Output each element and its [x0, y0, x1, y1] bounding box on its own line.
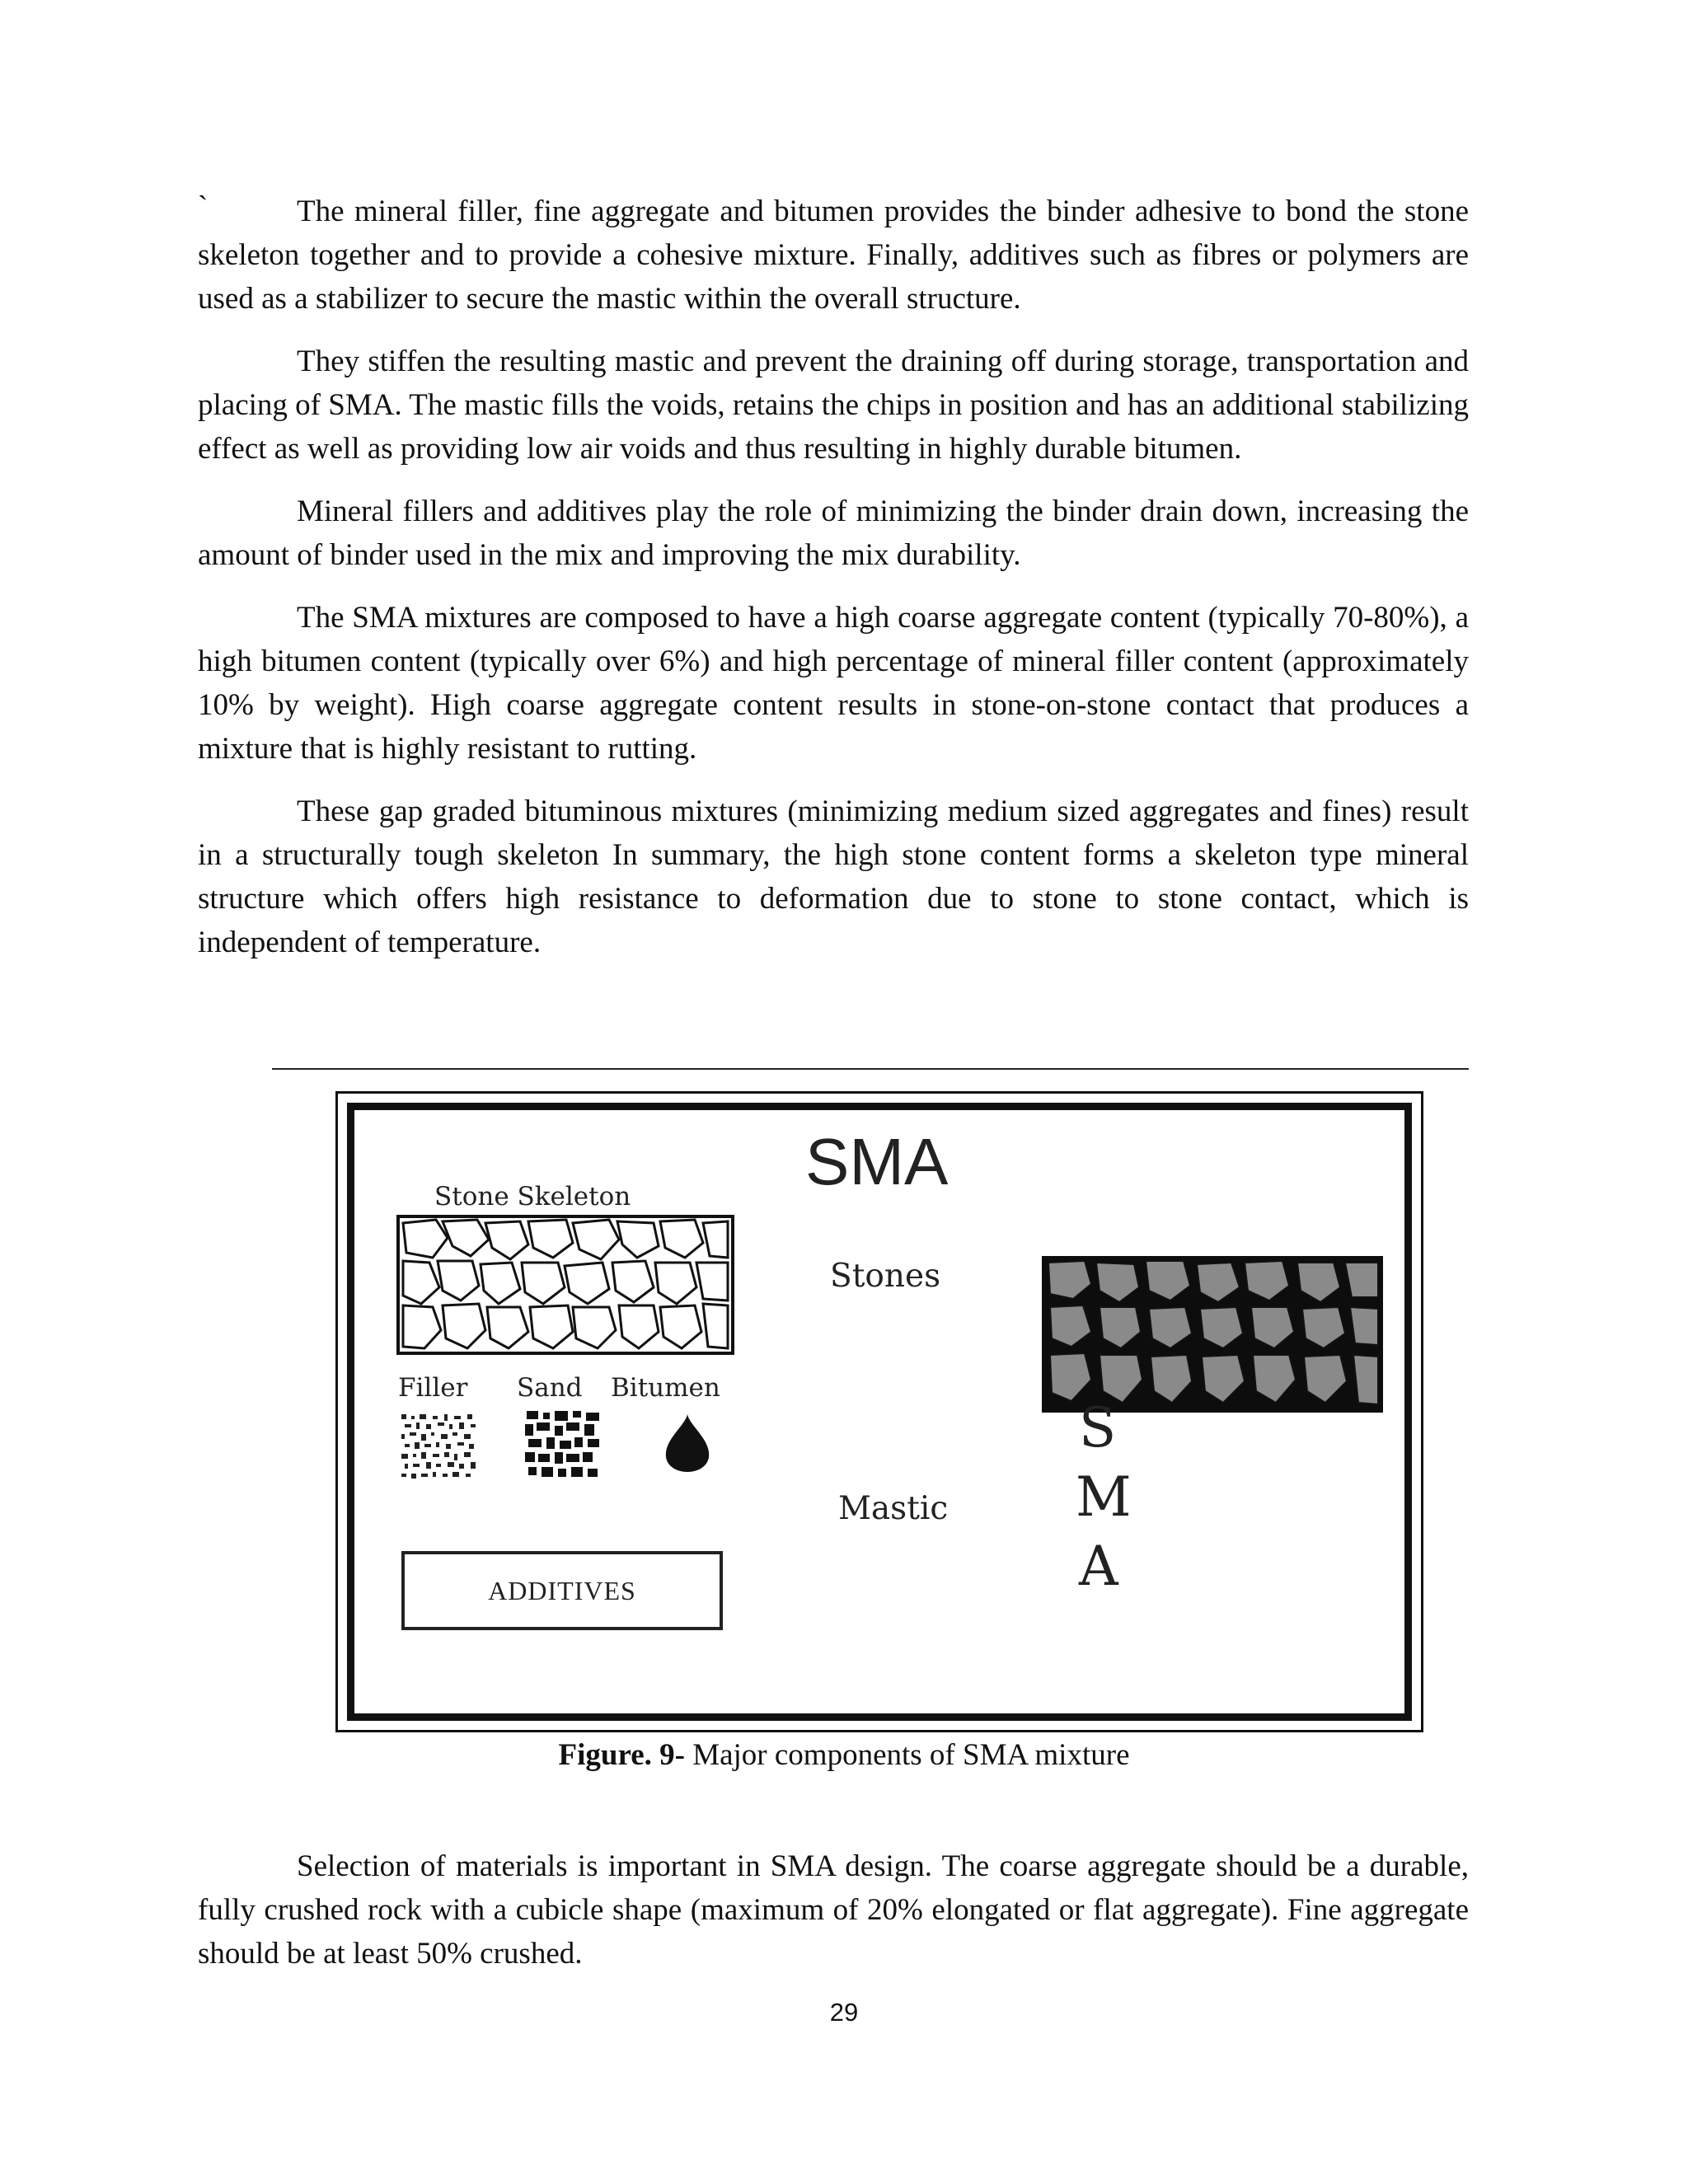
stones-label: Stones	[830, 1258, 941, 1295]
paragraph: The mineral filler, fine aggregate and bitumen provides the binder adhesive to bond the stone skeleton together and to provide a cohesive mixture. Finally, additives such as fibres or polymers are used as a stabilizer to secure the mastic within the overall structure.	[198, 194, 1469, 316]
sma-components-figure	[335, 1091, 1423, 1732]
body-text-top	[198, 190, 1469, 983]
horizontal-rule	[272, 1068, 1469, 1070]
filler-texture	[400, 1413, 479, 1480]
paragraph: They stiffen the resulting mastic and prevent the draining off during storage, transportation and placing of SMA. The mastic fills the voids, retains the chips in position and has an additional stabilizing effect as well as providing low air voids and thus resulting in highly durable bitumen.	[198, 344, 1469, 466]
bitumen-drop-icon	[661, 1413, 714, 1474]
additives-label: ADDITIVES	[488, 1575, 636, 1605]
figure-caption	[0, 1737, 1688, 1773]
mastic-label: Mastic	[838, 1490, 949, 1527]
figure-title: SMA	[805, 1125, 949, 1198]
paragraph: The SMA mixtures are composed to have a high coarse aggregate content (typically 70-80%), a high bitumen content (typically over 6%) and high percentage of mineral filler content (approximately 10% by weight). High coarse aggregate content results in stone-on-stone contact that produces a mixture that is highly resistant to rutting.	[198, 601, 1469, 766]
filler-label: Filler	[398, 1373, 468, 1403]
sma-letter-a: A	[1079, 1535, 1118, 1598]
paragraph: These gap graded bituminous mixtures (minimizing medium sized aggregates and fines) result in a structurally tough skeleton In summary, the high stone content forms a skeleton type mineral structure which offers high resistance to deformation due to stone to stone contact, which is independent of temperature.	[198, 794, 1469, 959]
stray-backtick: `	[198, 190, 209, 224]
caption-label: Figure. 9-	[558, 1738, 685, 1772]
sand-texture	[523, 1409, 603, 1480]
stone-skeleton-label: Stone Skeleton	[434, 1182, 631, 1212]
page-number: 29	[829, 1998, 859, 2027]
stone-skeleton-diagram	[396, 1215, 734, 1355]
sma-letter-s: S	[1079, 1396, 1117, 1460]
caption-text: Major components of SMA mixture	[684, 1738, 1130, 1772]
sand-label: Sand	[517, 1373, 583, 1403]
body-text-bottom	[198, 1844, 1469, 1994]
bitumen-label: Bitumen	[611, 1373, 720, 1403]
additives-box	[401, 1551, 723, 1630]
sma-letter-m: M	[1076, 1465, 1132, 1529]
paragraph: Mineral fillers and additives play the role of minimizing the binder drain down, increasing the amount of binder used in the mix and improving the mix durability.	[198, 494, 1469, 572]
sma-stones-mix-image	[1042, 1256, 1383, 1413]
paragraph: Selection of materials is important in SMA design. The coarse aggregate should be a durable, fully crushed rock with a cubicle shape (maximum of 20% elongated or flat aggregate). Fine aggregate should be at least 50% crushed.	[198, 1849, 1469, 1971]
